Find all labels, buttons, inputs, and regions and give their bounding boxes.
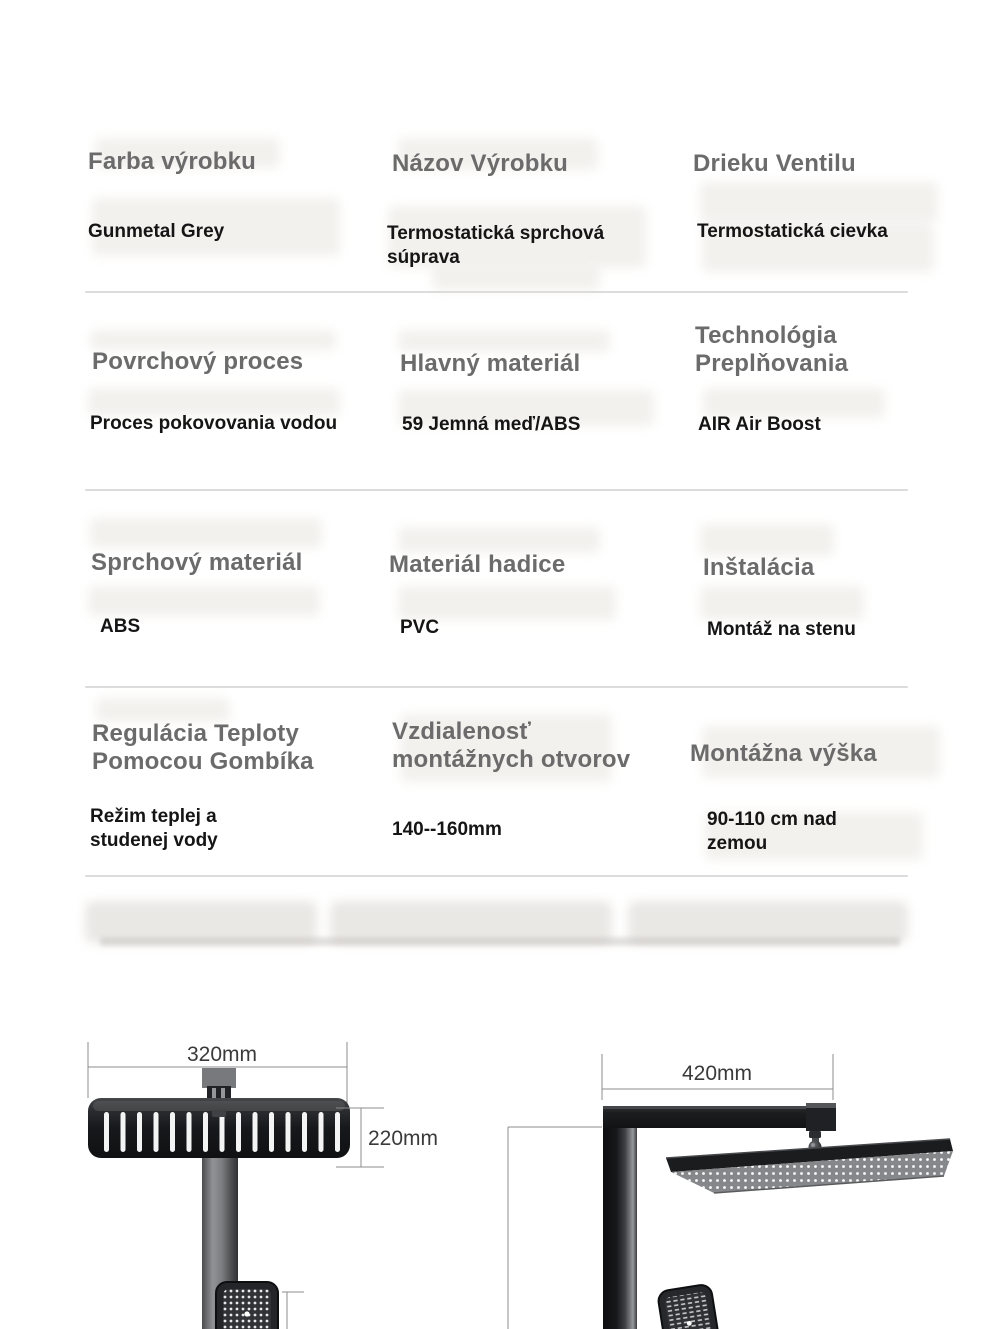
spec-value-hose-material: PVC — [400, 617, 440, 638]
spec-value-temp-control: Režim teplej a studenej vody — [90, 806, 218, 851]
text-smudge — [398, 586, 616, 620]
side-view-diagram — [508, 1054, 953, 1329]
spec-label-boost-tech: Technológia Preplňovania — [695, 322, 849, 378]
spec-label-mounting-height: Montážna výška — [690, 740, 877, 767]
spec-value-mounting-height: 90-110 cm nad zemou — [707, 809, 837, 854]
text-smudge — [96, 698, 230, 722]
text-smudge — [90, 518, 322, 548]
spec-value-main-material: 59 Jemná meď/ABS — [402, 414, 581, 435]
text-smudge — [90, 330, 336, 350]
spec-value-product-color: Gunmetal Grey — [88, 221, 225, 242]
spec-value-installation: Montáž na stenu — [707, 619, 856, 640]
spec-value-hole-distance: 140--160mm — [392, 819, 502, 840]
text-smudge — [398, 330, 610, 352]
shower-arm — [603, 1103, 836, 1131]
riser-column-side — [603, 1106, 637, 1329]
front-width-dimension-label: 320mm — [186, 1043, 258, 1066]
spec-value-shower-material: ABS — [100, 616, 141, 637]
text-smudge — [700, 182, 938, 222]
spec-value-boost-tech: AIR Air Boost — [698, 414, 821, 435]
hand-shower-front — [216, 1282, 278, 1329]
spec-label-shower-material: Sprchový materiál — [91, 549, 303, 576]
row-divider — [85, 489, 908, 491]
row-divider — [85, 875, 908, 877]
spec-label-valve-core: Drieku Ventilu — [693, 150, 856, 177]
front-view-diagram — [88, 1042, 438, 1329]
overhead-shower-front — [88, 1098, 350, 1158]
nozzle-slots — [104, 1112, 340, 1152]
shower-head-stem — [202, 1068, 236, 1100]
spec-value-surface-process: Proces pokovovania vodou — [90, 413, 338, 434]
brand-tag — [212, 1110, 226, 1117]
text-smudge — [432, 268, 600, 290]
spec-label-temp-control: Regulácia Teploty Pomocou Gombíka — [92, 720, 314, 776]
row-divider — [85, 686, 908, 688]
text-smudge — [700, 524, 834, 556]
spec-label-product-color: Farba výrobku — [88, 148, 256, 175]
spec-label-hose-material: Materiál hadice — [389, 551, 566, 578]
dimension-diagrams — [0, 1030, 990, 1329]
spec-label-product-name: Názov Výrobku — [392, 150, 568, 177]
hand-shower-side — [657, 1284, 721, 1329]
text-smudge — [700, 586, 864, 620]
row-divider — [85, 291, 908, 293]
text-smudge — [88, 586, 320, 616]
spec-label-installation: Inštalácia — [703, 554, 815, 581]
spec-label-hole-distance: Vzdialenosť montážnych otvorov — [392, 718, 631, 774]
spec-label-surface-process: Povrchový proces — [92, 348, 304, 375]
erased-text-strip — [100, 937, 900, 946]
front-height-dimension-label: 220mm — [368, 1127, 439, 1150]
spec-value-valve-core: Termostatická cievka — [697, 221, 888, 242]
side-width-dimension-label: 420mm — [681, 1062, 753, 1085]
text-smudge — [398, 527, 600, 553]
spec-label-main-material: Hlavný materiál — [400, 350, 581, 377]
spec-value-product-name: Termostatická sprchová súprava — [387, 223, 605, 268]
